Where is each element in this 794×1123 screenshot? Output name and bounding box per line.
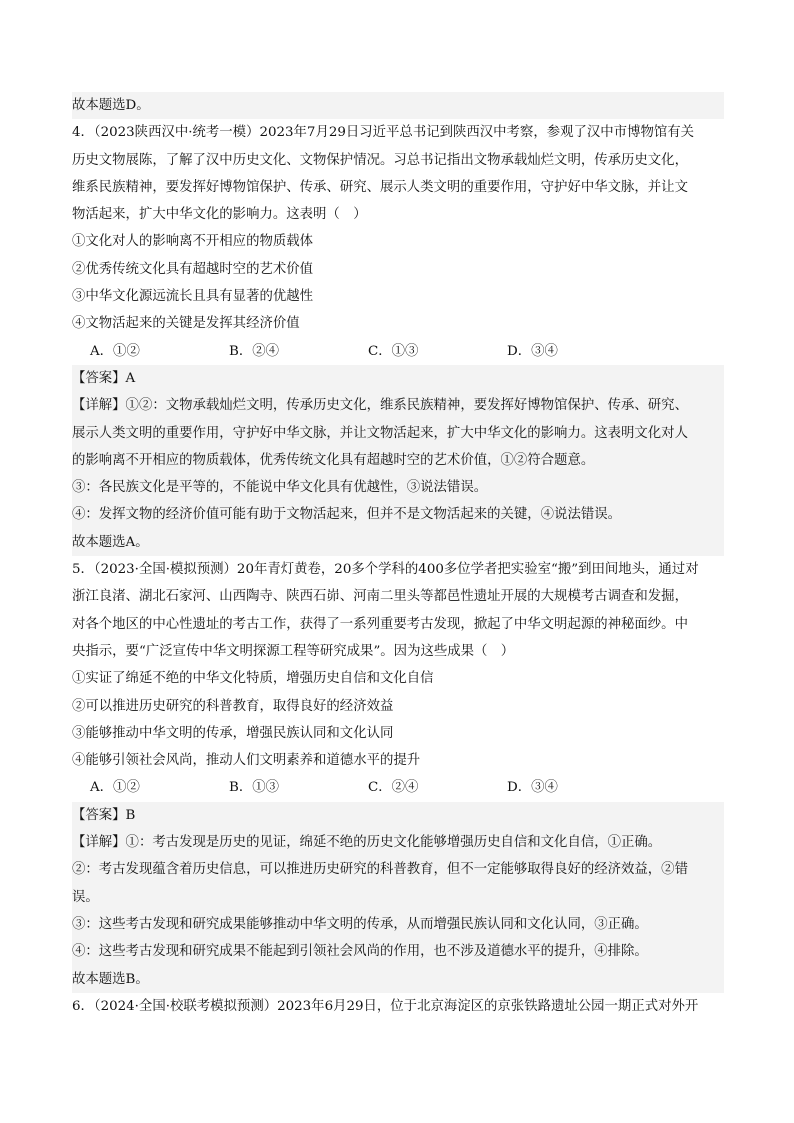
q4-conclusion: 故本题选A。: [72, 529, 724, 556]
question-5: [72, 556, 724, 993]
q4-stem-line: 维系民族精神，要发挥好博物馆保护、传承、研究、展示人类文明的重要作用，守护好中华文脉，并让文: [72, 179, 688, 195]
q4-analysis-line: ③：各民族文化是平等的，不能说中华文化具有优越性，③说法错误。: [72, 474, 724, 501]
q5-statement-3: ③能够推动中华文明的传承，增强民族认同和文化认同: [72, 725, 394, 741]
q5-option-a: A．①②: [90, 780, 140, 796]
q4-option-b: B．②④: [229, 343, 280, 359]
q4-statement-3: ③中华文化源远流长且具有显著的优越性: [72, 289, 314, 305]
q5-analysis-line: ③：这些考古发现和研究成果能够推动中华文明的传承，从而增强民族认同和文化认同，③正确。: [72, 911, 724, 938]
q5-conclusion: 故本题选B。: [72, 966, 724, 993]
q4-option-a: A．①②: [90, 343, 140, 359]
page-content: [72, 92, 724, 1020]
q4-statement-2: ②优秀传统文化具有超越时空的艺术价值: [72, 261, 314, 277]
question-6: [72, 993, 724, 1020]
q4-stem-line: 物活起来，扩大中华文化的影响力。这表明（ ）: [72, 207, 367, 223]
q4-statement-1: ①文化对人的影响离不开相应的物质载体: [72, 234, 314, 250]
q4-analysis-line: 的影响离不开相应的物质载体，优秀传统文化具有超越时空的艺术价值，①②符合题意。: [72, 447, 724, 474]
q4-stem-line: 4．（2023陕西汉中·统考一模）2023年7月29日习近平总书记到陕西汉中考察，参观了汉中市博物馆有关: [72, 125, 695, 141]
q5-analysis-line: ④：这些考古发现和研究成果不能起到引领社会风尚的作用，也不涉及道德水平的提升，④排除。: [72, 938, 724, 965]
q5-stem-line: 对各个地区的中心性遗址的考古工作，获得了一系列重要考古发现，掀起了中华文明起源的神秘面纱。中: [72, 616, 688, 632]
q6-stem-line: 6．（2024·全国·校联考模拟预测）2023年6月29日，位于北京海淀区的京张铁路遗址公园一期正式对外开: [72, 998, 699, 1014]
q5-analysis-line: 误。: [72, 884, 724, 911]
q5-analysis-line: ②：考古发现蕴含着历史信息，可以推进历史研究的科普教育，但不一定能够取得良好的经济效益，②错: [72, 856, 724, 883]
question-4: [72, 119, 724, 556]
q3-conclusion: 故本题选D。: [72, 92, 724, 119]
q5-statement-2: ②可以推进历史研究的科普教育，取得良好的经济效益: [72, 698, 394, 714]
q5-option-c: C．②④: [368, 780, 419, 796]
q5-option-b: B．①③: [229, 780, 280, 796]
q4-stem-line: 历史文物展陈，了解了汉中历史文化、文物保护情况。习总书记指出文物承载灿烂文明，传承历史文化，: [72, 152, 688, 168]
q4-options: [72, 338, 724, 365]
q4-statement-4: ④文物活起来的关键是发挥其经济价值: [72, 316, 300, 332]
q4-option-c: C．①③: [368, 343, 419, 359]
q5-option-d: D．③④: [507, 780, 558, 796]
q5-stem-line: 5．（2023·全国·模拟预测）20年青灯黄卷，20多个学科的400多位学者把实验室“搬”到田间地头，通过对: [72, 562, 699, 578]
q4-answer: 【答案】A: [72, 365, 724, 392]
q5-stem-line: 央指示，要“广泛宣传中华文明探源工程等研究成果”。因为这些成果（ ）: [72, 643, 515, 659]
q5-options: [72, 774, 724, 801]
q4-analysis-line: 【详解】①②：文物承载灿烂文明，传承历史文化，维系民族精神，要发挥好博物馆保护、传承、研究、: [72, 392, 724, 419]
q4-analysis-line: 展示人类文明的重要作用，守护好中华文脉，并让文物活起来，扩大中华文化的影响力。这表明文化对人: [72, 420, 724, 447]
q5-answer: 【答案】B: [72, 802, 724, 829]
q4-option-d: D．③④: [507, 343, 558, 359]
q5-statement-1: ①实证了绵延不绝的中华文化特质，增强历史自信和文化自信: [72, 671, 434, 687]
q5-statement-4: ④能够引领社会风尚，推动人们文明素养和道德水平的提升: [72, 753, 421, 769]
q4-analysis-line: ④：发挥文物的经济价值可能有助于文物活起来，但并不是文物活起来的关键，④说法错误。: [72, 501, 724, 528]
q5-stem-line: 浙江良渚、湖北石家河、山西陶寺、陕西石峁、河南二里头等都邑性遗址开展的大规模考古调查和发掘，: [72, 589, 688, 605]
q5-analysis-line: 【详解】①：考古发现是历史的见证，绵延不绝的历史文化能够增强历史自信和文化自信，①正确。: [72, 829, 724, 856]
